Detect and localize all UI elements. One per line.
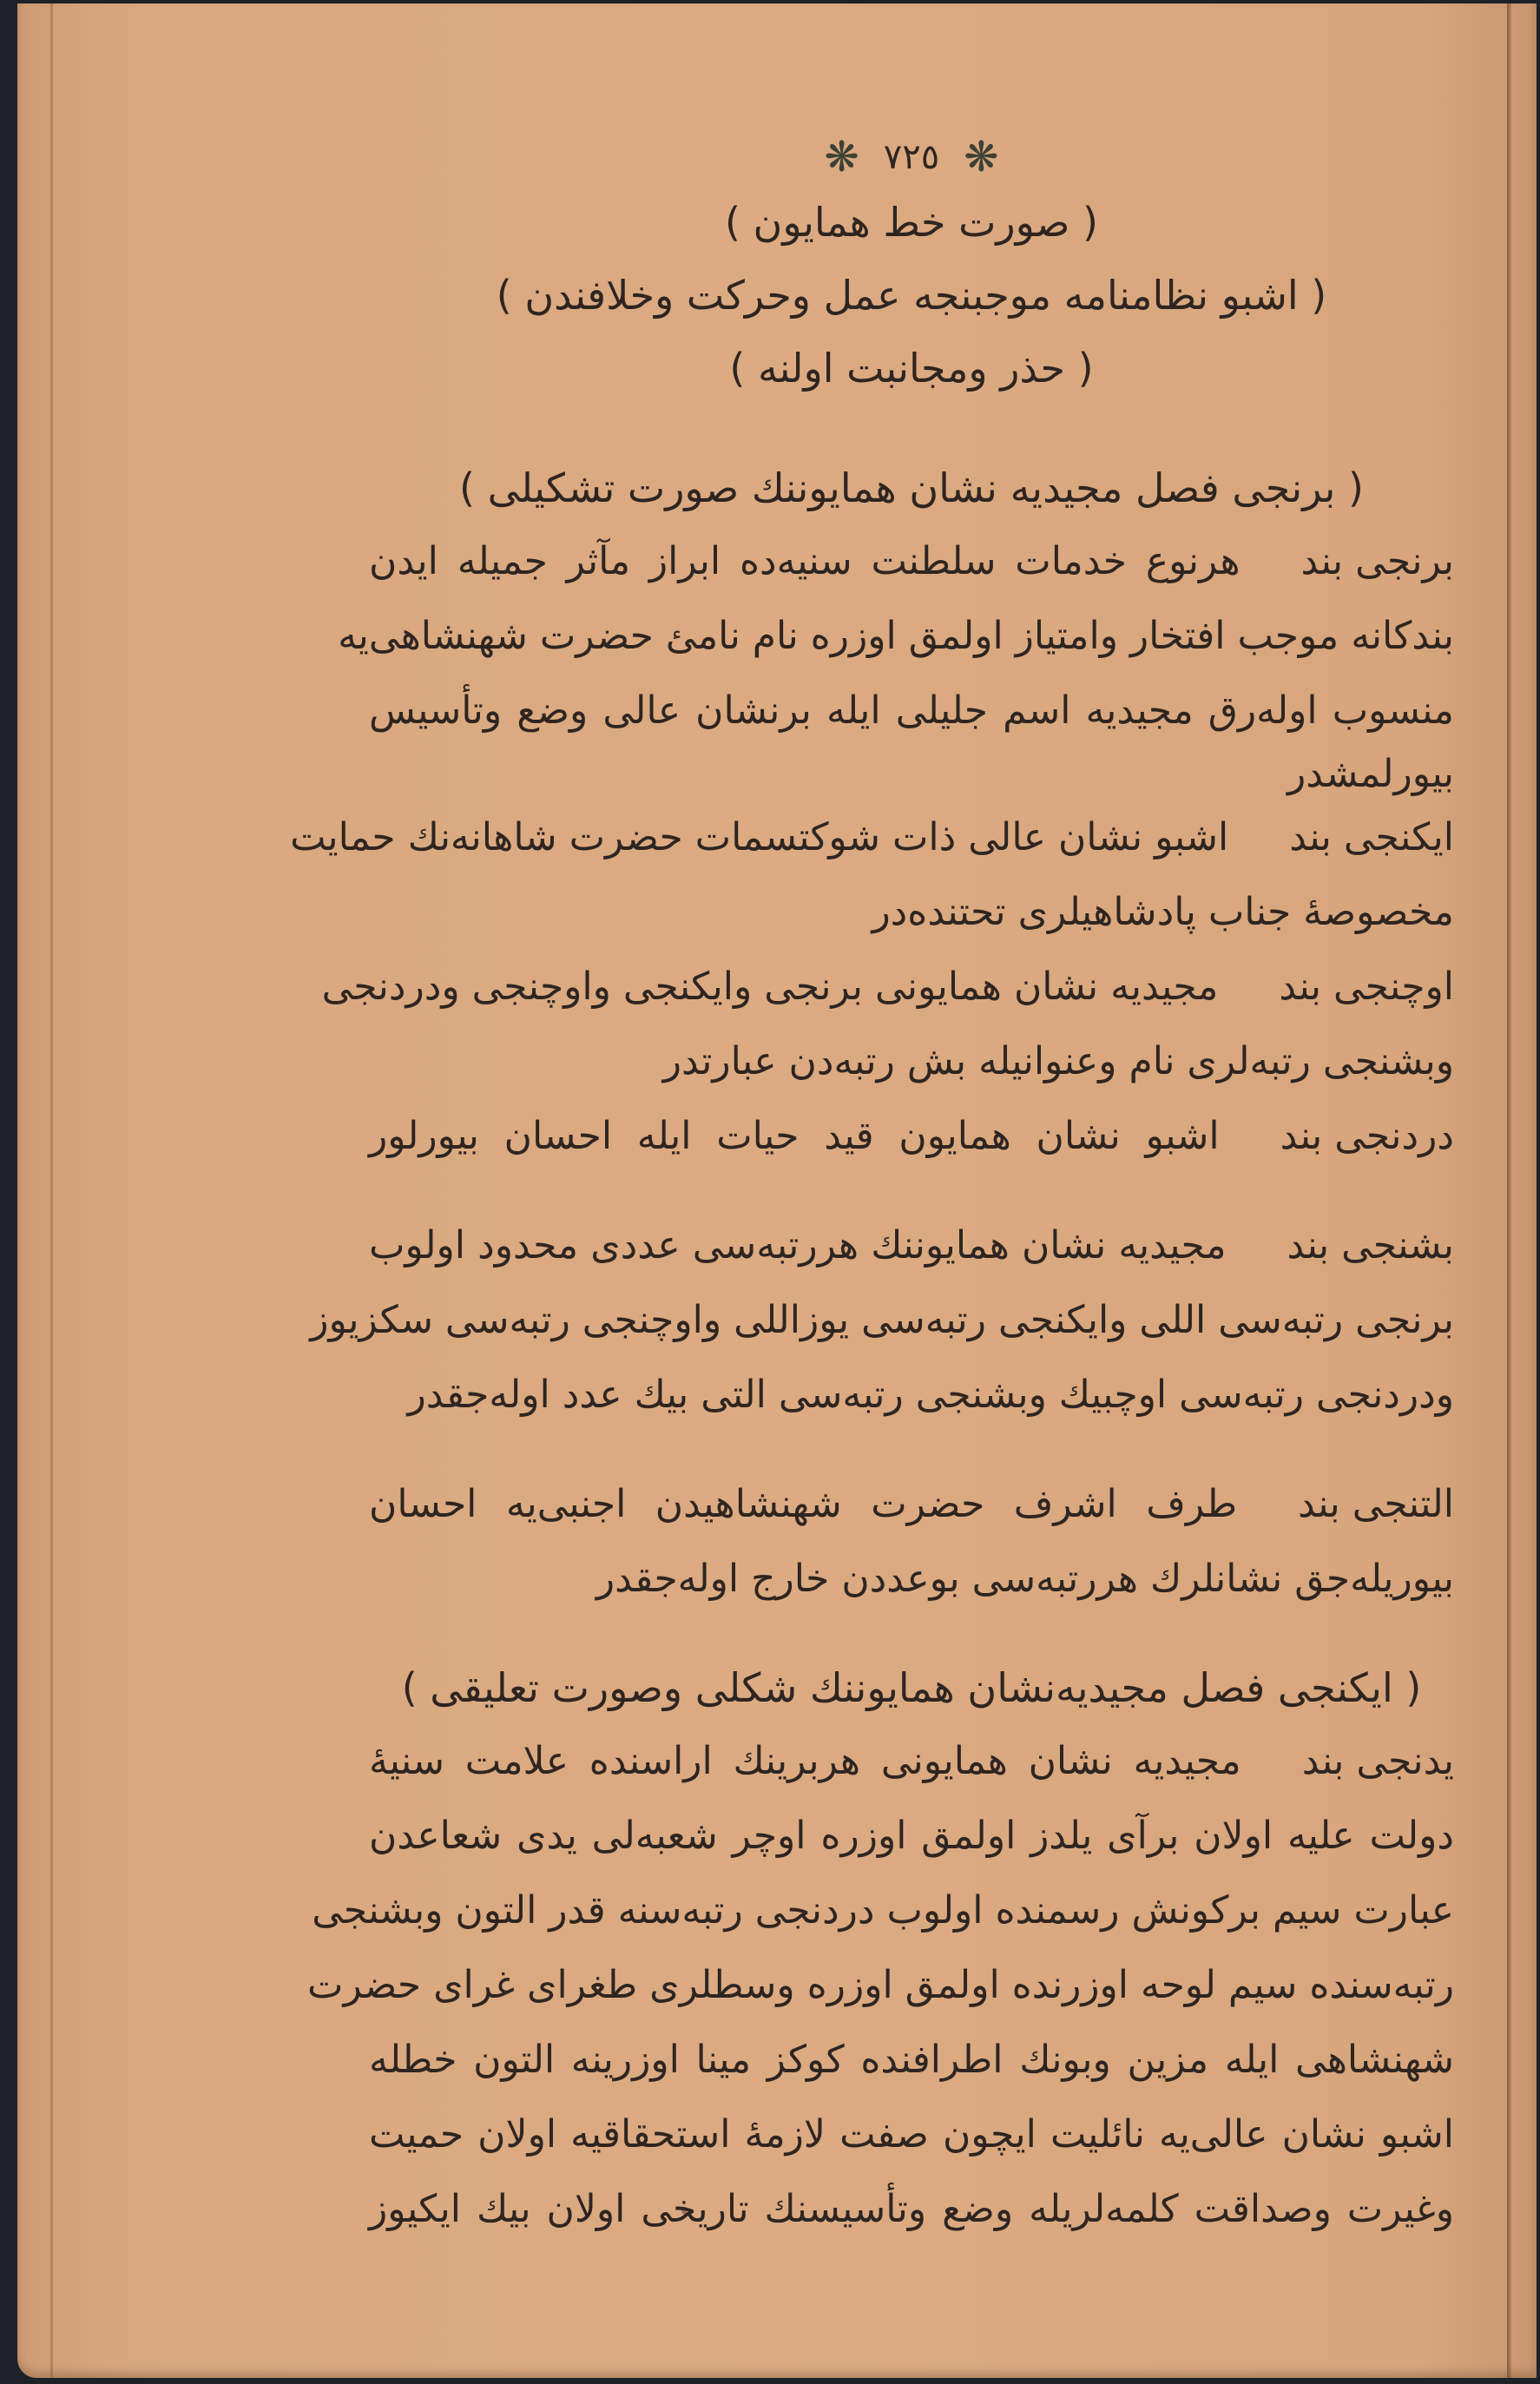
article-line: مخصوصهٔ جناب پادشاهیلری تحتنده‌در — [872, 890, 1454, 934]
article-1 — [338, 524, 1454, 800]
page-number: ٧٢٥ — [883, 137, 940, 177]
document-subtitle: ( اشبو نظامنامه موجبنجه عمل وحرکت وخلافندن ) — [496, 272, 1327, 319]
section-1-heading: ( برنجی فصل مجیدیه نشان همایوننك صورت تشکیلی ) — [459, 464, 1364, 511]
page-header — [369, 125, 1454, 186]
article-line: بیورلمشدر — [1287, 752, 1454, 796]
floral-ornament-icon: ❋ — [824, 133, 859, 181]
article-line: التنجی بندطرف اشرف حضرت شهنشاهیدن اجنبی‌یه احسان — [369, 1467, 1454, 1542]
article-line: برنجی رتبه‌سی اللی وایکنجی رتبه‌سی یوزاللی واوچنجی رتبه‌سی سکزیوز — [310, 1298, 1454, 1342]
article-label: برنجی بند — [1300, 539, 1454, 583]
article-label: ایکنجی بند — [1289, 815, 1454, 859]
article-label: دردنجی بند — [1280, 1114, 1454, 1158]
article-5 — [310, 1208, 1454, 1432]
article-line: برنجی بندهرنوع خدمات سلطنت سنیه‌ده ابراز مآثر جمیله ایدن — [369, 524, 1454, 599]
page-text — [290, 125, 1454, 2247]
article-line: اوچنجی بندمجیدیه نشان همایونی برنجی وایکنجی واوچنجی ودردنجی — [369, 950, 1454, 1024]
article-label: التنجی بند — [1298, 1482, 1454, 1526]
article-line: شهنشاهی ایله مزین وبونك اطرافنده کوکز مینا اوزرینه التون خطله — [369, 2038, 1454, 2082]
article-line: منسوب اوله‌رق مجیدیه اسم جلیلی ایله برنشان عالی وضع وتأسیس — [369, 688, 1454, 733]
article-3 — [321, 950, 1454, 1099]
article-6 — [369, 1467, 1454, 1617]
document-title: ( صورت خط همایون ) — [724, 199, 1099, 246]
article-line: ایکنجی بنداشبو نشان عالی ذات شوکتسمات حضرت شاهانه‌نك حمایت — [369, 800, 1454, 875]
article-line: وغیرت وصداقت کلمه‌لریله وضع وتأسیسنك تاریخی اولان بیك ایکیوز — [369, 2187, 1454, 2231]
article-line: عبارت سیم برکونش رسمنده اولوب دردنجی رتبه‌سنه قدر التون وبشنجی — [312, 1888, 1454, 1933]
section-2-heading: ( ایکنجی فصل مجیدیه‌نشان همایوننك شکلی وصورت تعلیقی ) — [401, 1664, 1422, 1711]
article-line: بیوریله‌جق نشانلرك هررتبه‌سی بوعددن خارج اوله‌جقدر — [596, 1557, 1454, 1601]
article-line: ودردنجی رتبه‌سی اوچبیك وبشنجی رتبه‌سی التی بیك عدد اوله‌جقدر — [407, 1373, 1454, 1417]
article-line: دولت علیه اولان برآی یلدز اولمق اوزره اوچر شعبه‌لی یدی شعاعدن — [369, 1814, 1454, 1858]
article-label: بشنجی بند — [1287, 1223, 1454, 1268]
article-line: وبشنجی رتبه‌لری نام وعنوانیله بش رتبه‌دن عبارتدر — [662, 1039, 1454, 1083]
article-7 — [307, 1724, 1454, 2247]
article-label: یدنجی بند — [1301, 1739, 1454, 1783]
article-line: دردنجی بنداشبو نشان همایون قید حیات ایله احسان بیورلور — [369, 1099, 1454, 1174]
document-subtitle: ( حذر ومجانبت اولنه ) — [729, 345, 1094, 392]
article-line: اشبو نشان عالی‌یه نائلیت ایچون صفت لازمهٔ استحقاقیه اولان حمیت — [369, 2112, 1454, 2157]
article-4 — [369, 1099, 1454, 1174]
floral-ornament-icon: ❋ — [964, 133, 999, 181]
article-line: رتبه‌سنده سیم لوحه اوزرنده اولمق اوزره وسطلری طغرای غرای حضرت — [307, 1963, 1454, 2007]
article-line: بندکانه موجب افتخار وامتیاز اولمق اوزره نام نامئ حضرت شهنشاهی‌یه — [338, 614, 1454, 658]
article-line: یدنجی بندمجیدیه نشان همایونی هربرینك اراسنده علامت سنیهٔ — [369, 1724, 1454, 1799]
book-page — [17, 3, 1537, 2378]
article-2 — [290, 800, 1454, 950]
article-label: اوچنجی بند — [1279, 965, 1454, 1009]
article-line: بشنجی بندمجیدیه نشان همایوننك هررتبه‌سی عددی محدود اولوب — [369, 1208, 1454, 1283]
